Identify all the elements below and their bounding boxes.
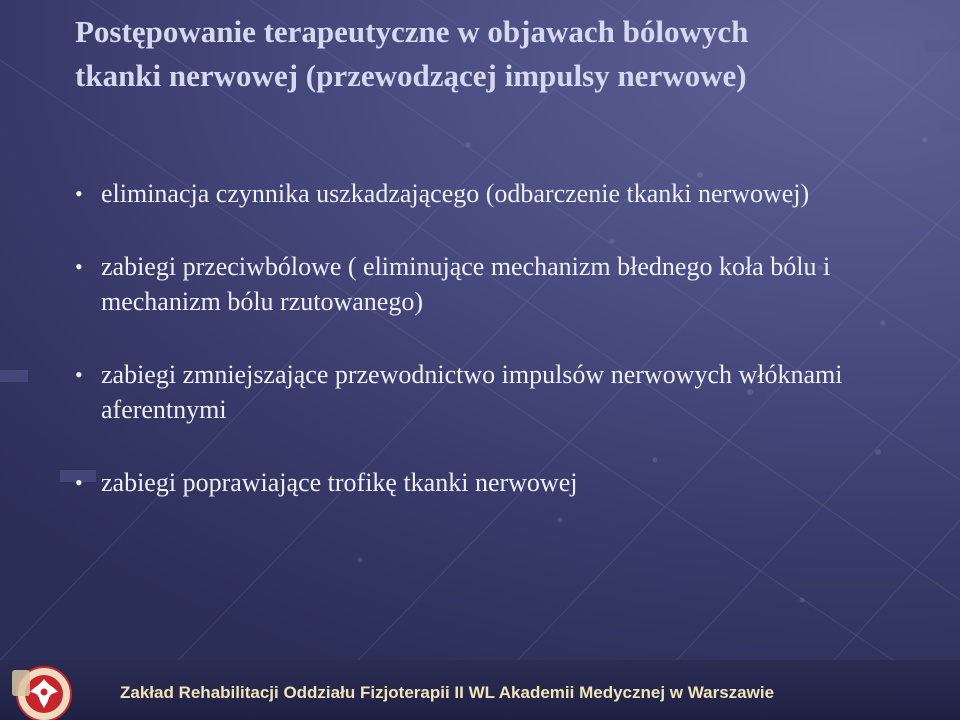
medical-university-emblem-icon	[6, 662, 74, 720]
slide-title	[75, 10, 935, 98]
slide-title-line-1: Postępowanie terapeutyczne w objawach bólowych	[75, 14, 749, 49]
bullet-list	[75, 176, 895, 538]
slide-title-line-2: tkanki nerwowej (przewodzącej impulsy nerwowe)	[75, 58, 747, 93]
bullet-item: • zabiegi przeciwbólowe ( eliminujące mechanizm błednego koła bólu i mechanizm bólu rzutowanego)	[75, 249, 895, 319]
footer-caption: Zakład Rehabilitacji Oddziału Fizjoterapii II WL Akademii Medycznej w Warszawie	[120, 683, 775, 702]
bullet-item: • eliminacja czynnika uszkadzającego (odbarczenie tkanki nerwowej)	[75, 176, 895, 211]
bullet-item: • zabiegi zmniejszające przewodnictwo impulsów nerwowych włóknami aferentnymi	[75, 357, 895, 427]
bullet-item: • zabiegi poprawiające trofikę tkanki nerwowej	[75, 465, 895, 500]
